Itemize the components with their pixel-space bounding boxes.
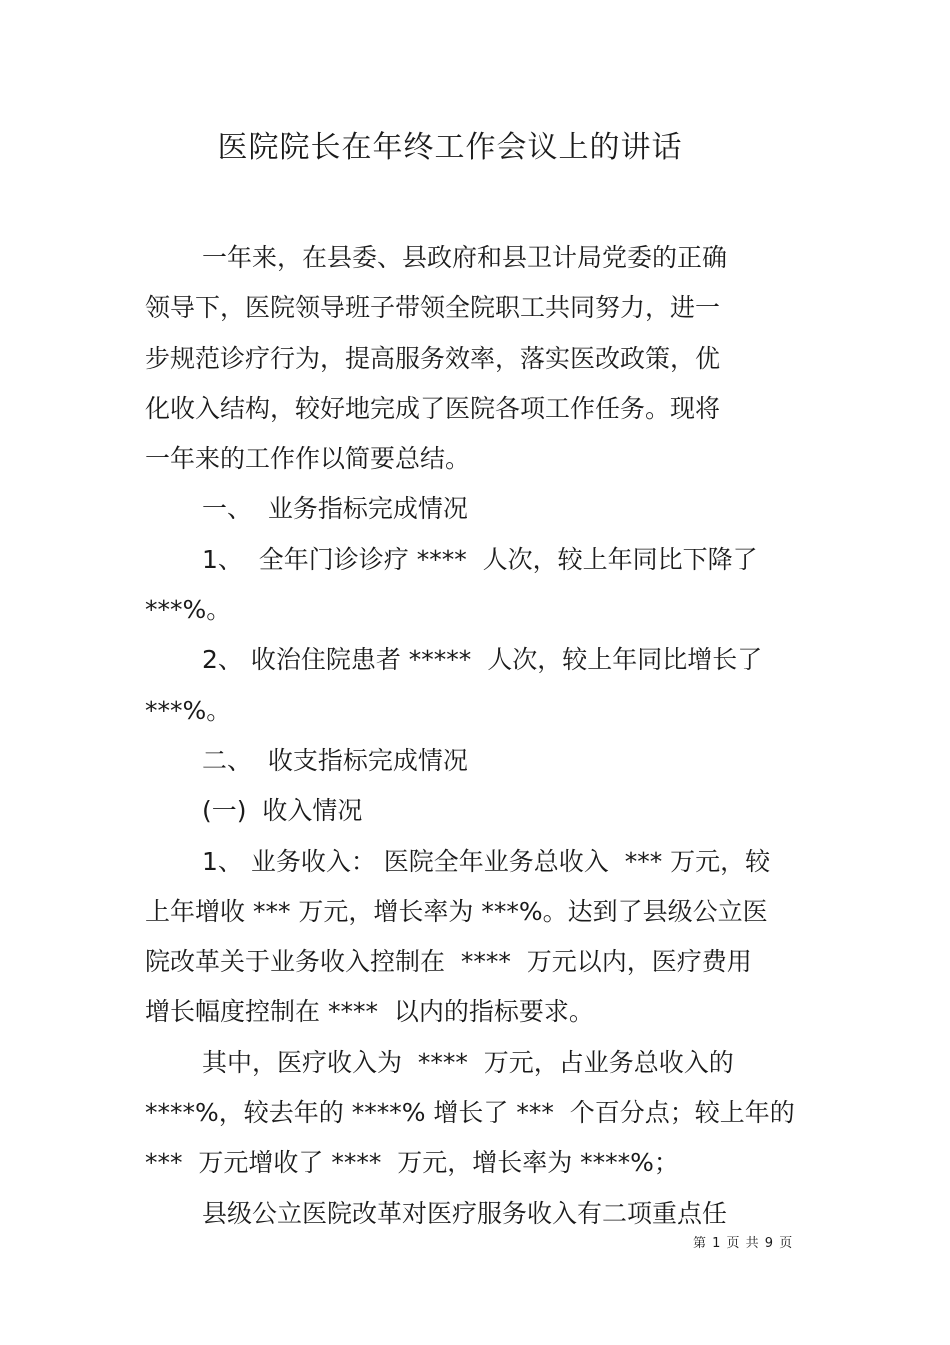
text-line: 院改革关于业务收入控制在 **** 万元以内，医疗费用 bbox=[145, 947, 752, 977]
page-number-footer: 第 1 页 共 9 页 bbox=[693, 1236, 794, 1251]
document-body bbox=[145, 233, 815, 1239]
text-line: 增长幅度控制在 **** 以内的指标要求。 bbox=[145, 997, 594, 1027]
text-line: 上年增收 *** 万元，增长率为 ***%。达到了县级公立医 bbox=[145, 896, 768, 926]
text-line: ***%。 bbox=[145, 695, 232, 725]
text-line: 领导下，医院领导班子带领全院职工共同努力，进一 bbox=[145, 293, 721, 323]
text-line: 2、 收治住院患者 ***** 人次，较上年同比增长了 bbox=[202, 645, 763, 675]
text-line: 一、 业务指标完成情况 bbox=[202, 494, 468, 524]
text-line: 化收入结构，较好地完成了医院各项工作任务。现将 bbox=[145, 393, 721, 423]
document-title: 医院院长在年终工作会议上的讲话 bbox=[217, 130, 683, 165]
text-line: 一年来，在县委、县政府和县卫计局党委的正确 bbox=[202, 243, 728, 272]
text-line: 其中，医疗收入为 **** 万元，占业务总收入的 bbox=[202, 1047, 734, 1077]
text-line: (一) 收入情况 bbox=[202, 796, 363, 826]
text-line: 县级公立医院改革对医疗服务收入有二项重点任 bbox=[202, 1198, 728, 1228]
text-line: ***%。 bbox=[145, 595, 232, 625]
text-line: ****%，较去年的 ****% 增长了 *** 个百分点；较上年的 bbox=[145, 1098, 795, 1128]
text-line: 1、 全年门诊诊疗 **** 人次，较上年同比下降了 bbox=[202, 544, 758, 574]
text-line: 步规范诊疗行为，提高服务效率，落实医改政策，优 bbox=[145, 343, 721, 373]
text-line: *** 万元增收了 **** 万元，增长率为 ****%； bbox=[145, 1148, 679, 1178]
text-line: 1、 业务收入： 医院全年业务总收入 *** 万元，较 bbox=[202, 846, 771, 876]
text-line: 二、 收支指标完成情况 bbox=[202, 745, 468, 775]
text-line: 一年来的工作作以简要总结。 bbox=[145, 444, 471, 474]
